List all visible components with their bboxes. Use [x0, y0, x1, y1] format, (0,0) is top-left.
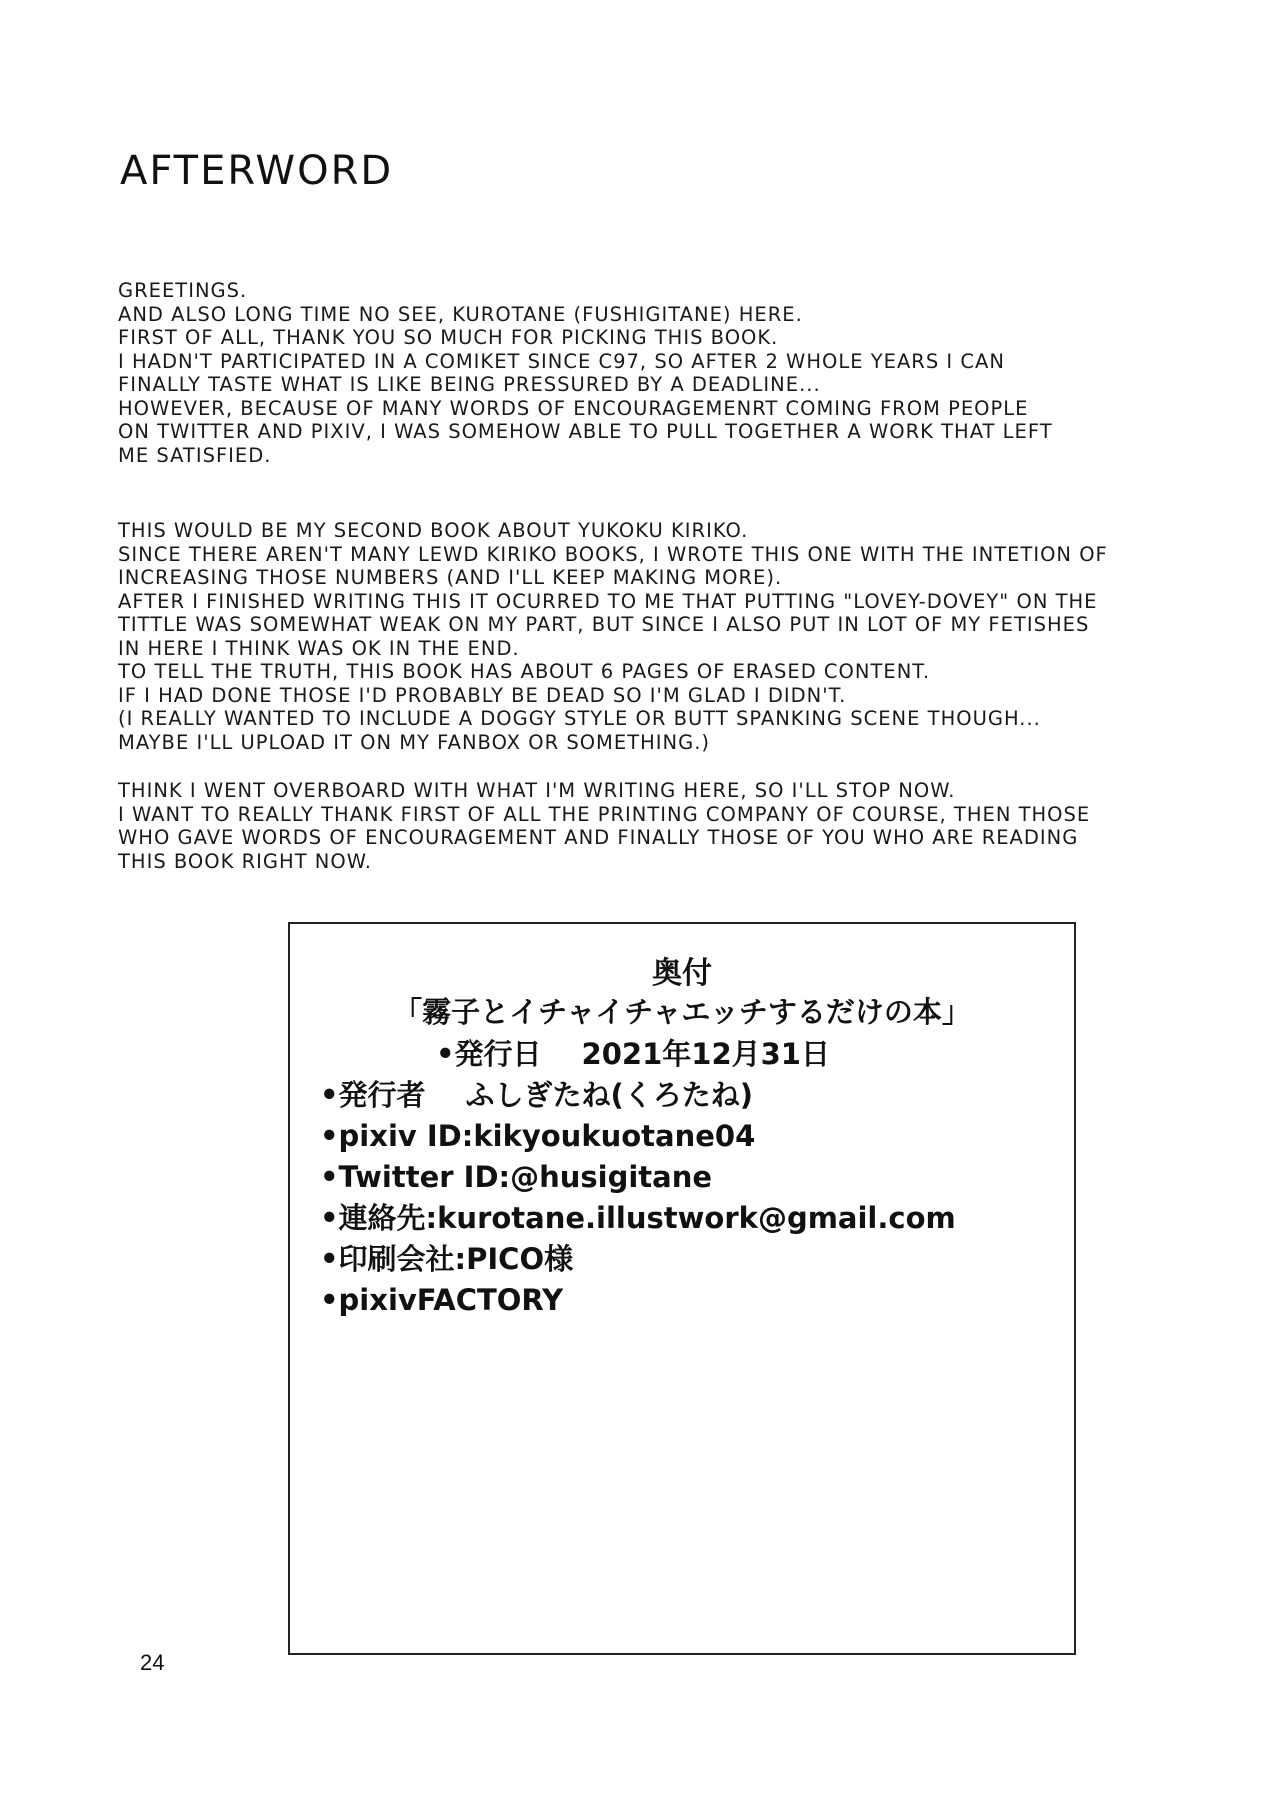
colophon-contact: •連絡先:kurotane.illustwork@gmail.com [320, 1201, 956, 1235]
text-line: INCREASING THOSE NUMBERS (AND I'LL KEEP MAKING MORE). [118, 566, 783, 589]
text-line: TITTLE WAS SOMEWHAT WEAK ON MY PART, BUT SINCE I ALSO PUT IN LOT OF MY FETISHES [118, 613, 1090, 636]
text-line: I HADN'T PARTICIPATED IN A COMIKET SINCE C97, SO AFTER 2 WHOLE YEARS I CAN [118, 349, 1005, 373]
issue-date-value: 2021年12月31日 [581, 1037, 830, 1071]
colophon-printer: •印刷会社:PICO様 [320, 1242, 574, 1276]
text-line: FINALLY TASTE WHAT IS LIKE BEING PRESSURED BY A DEADLINE... [118, 373, 821, 396]
colophon-twitter: •Twitter ID:@husigitane [320, 1160, 713, 1194]
issue-date-label: •発行日 [436, 1037, 542, 1071]
text-line: FIRST OF ALL, THANK YOU SO MUCH FOR PICKING THIS BOOK. [118, 326, 779, 349]
text-line: (I REALLY WANTED TO INCLUDE A DOGGY STYLE OR BUTT SPANKING SCENE THOUGH... [118, 707, 1041, 730]
text-line: SINCE THERE AREN'T MANY LEWD KIRIKO BOOKS, I WROTE THIS ONE WITH THE INTETION OF [118, 542, 1108, 566]
text-line: GREETINGS. [118, 279, 248, 302]
publisher-label: •発行者 [320, 1078, 426, 1112]
colophon-details [320, 1034, 956, 1321]
text-line: I WANT TO REALLY THANK FIRST OF ALL THE PRINTING COMPANY OF COURSE, THEN THOSE [118, 802, 1091, 826]
page-number: 24 [140, 1650, 165, 1675]
text-line: WHO GAVE WORDS OF ENCOURAGEMENT AND FINALLY THOSE OF YOU WHO ARE READING [118, 826, 1079, 849]
afterword-paragraph-1 [118, 279, 1198, 467]
text-line: THINK I WENT OVERBOARD WITH WHAT I'M WRITING HERE, SO I'LL STOP NOW. [118, 779, 956, 802]
text-line: AND ALSO LONG TIME NO SEE, KUROTANE (FUSHIGITANE) HERE. [118, 302, 803, 326]
text-line: HOWEVER, BECAUSE OF MANY WORDS OF ENCOURAGEMENRT COMING FROM PEOPLE [118, 396, 1029, 420]
colophon-factory: •pixivFACTORY [320, 1283, 564, 1317]
text-line: ME SATISFIED. [118, 443, 272, 467]
text-line: IN HERE I THINK WAS OK IN THE END. [118, 636, 520, 660]
colophon-pixiv: •pixiv ID:kikyoukuotane04 [320, 1119, 756, 1153]
text-line: THIS BOOK RIGHT NOW. [118, 849, 372, 873]
colophon-book-title: 「霧子とイチャイチャエッチするだけの本」 [393, 995, 971, 1029]
text-line: THIS WOULD BE MY SECOND BOOK ABOUT YUKOKU KIRIKO. [118, 519, 749, 542]
text-line: IF I HAD DONE THOSE I'D PROBABLY BE DEAD SO I'M GLAD I DIDN'T. [118, 683, 847, 707]
afterword-heading: AFTERWORD [120, 148, 394, 194]
colophon-issue-date [320, 1034, 956, 1075]
afterword-paragraph-3 [118, 779, 1198, 873]
text-line: ON TWITTER AND PIXIV, I WAS SOMEHOW ABLE TO PULL TOGETHER A WORK THAT LEFT [118, 420, 1053, 443]
text-line: TO TELL THE TRUTH, THIS BOOK HAS ABOUT 6 PAGES OF ERASED CONTENT. [118, 660, 931, 683]
colophon-title: 奥付 [652, 956, 712, 991]
publisher-value: ふしぎたね(くろたね) [465, 1078, 754, 1112]
text-line: MAYBE I'LL UPLOAD IT ON MY FANBOX OR SOMETHING.) [118, 730, 711, 754]
afterword-paragraph-2 [118, 519, 1198, 754]
text-line: AFTER I FINISHED WRITING THIS IT OCURRED TO ME THAT PUTTING "LOVEY-DOVEY" ON THE [118, 589, 1098, 613]
colophon-publisher [320, 1075, 956, 1116]
colophon-box [288, 922, 1076, 1655]
